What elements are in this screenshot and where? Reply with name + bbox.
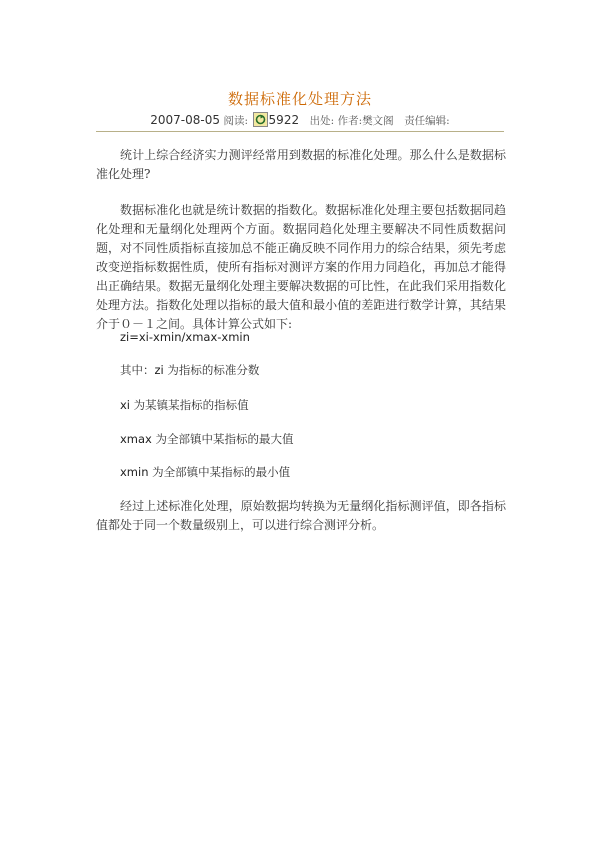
definition-text: 为全部镇中某指标的最小值 (148, 465, 291, 479)
definition-xi (120, 397, 249, 413)
title-divider (96, 131, 504, 132)
author-name: 樊文阁 (362, 115, 394, 127)
article-meta (0, 112, 600, 128)
definition-xmax (120, 431, 294, 447)
editor-label: 责任编辑: (404, 115, 450, 127)
definition-zi (120, 362, 259, 378)
read-label: 阅读: (223, 115, 249, 127)
formula: zi=xi-xmin/xmax-xmin (120, 330, 250, 344)
publish-date: 2007-08-05 (150, 113, 220, 127)
definition-text: 为全部镇中某指标的最大值 (151, 432, 294, 446)
definition-term: zi (154, 363, 164, 377)
definition-text: 为某镇某指标的指标值 (130, 398, 249, 412)
read-count: 5922 (268, 113, 300, 127)
author-label: 作者: (337, 115, 363, 127)
definition-term: xmax (120, 432, 152, 446)
definition-text: 为指标的标准分数 (163, 363, 260, 377)
definition-term: xi (120, 398, 131, 412)
article-title: 数据标准化处理方法 (227, 90, 372, 108)
definition-term: xmin (120, 465, 149, 479)
paragraph-intro: 统计上综合经济实力测评经常用到数据的标准化处理。那么什么是数据标准化处理? (96, 148, 506, 181)
source-label: 出处: (309, 115, 335, 127)
article-body (96, 146, 506, 353)
read-count-icon (253, 112, 268, 127)
definition-prefix: 其中： (120, 363, 155, 377)
paragraph-conclusion: 经过上述标准化处理，原始数据均转换为无量纲化指标测评值，即各指标值都处于同一个数量级别上，可以进行综合测评分析。 (96, 499, 506, 532)
paragraph-explanation: 数据标准化也就是统计数据的指数化。数据标准化处理主要包括数据同趋化处理和无量纲化处理两个方面。数据同趋化处理主要解决不同性质数据问题，对不同性质指标直接加总不能正确反映不同作用力的综合结果，须先考虑改变逆指标数据性质，使所有指标对测评方案的作用力同趋化，再加总才能得出正确结果。数据无量纲化处理主要解决数据的可比性，在此我们采用指数化处理方法。指数化处理以指标的最大值和最小值的差距进行数学计算，其结果介于０－１之间。具体计算公式如下: (96, 203, 506, 331)
definition-xmin (120, 464, 290, 480)
